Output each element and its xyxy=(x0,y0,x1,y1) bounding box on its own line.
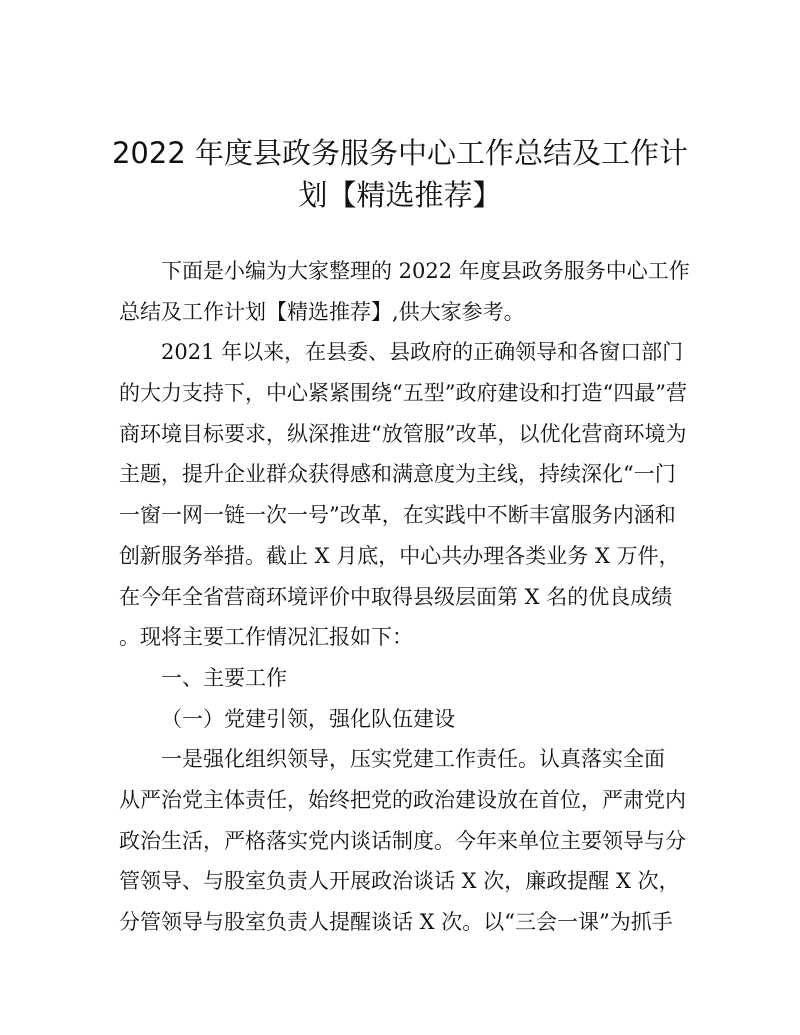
paragraph-line: 一窗一网一链一次一号”改革，在实践中不断丰富服务内涵和 xyxy=(119,503,676,528)
paragraph-line: 分管领导与股室负责人提醒谈话 X 次。以“三会一课”为抓手 xyxy=(119,910,673,934)
paragraph-line: 。现将主要工作情况汇报如下： xyxy=(119,625,413,650)
paragraph-line: 总结及工作计划【精选推荐】,供大家参考。 xyxy=(119,299,525,324)
subsection-heading: （一）党建引领，强化队伍建设 xyxy=(161,706,455,731)
paragraph-line: 政治生活，严格落实党内谈话制度。今年来单位主要领导与分 xyxy=(119,828,686,853)
title-line-2: 划【精选推荐】 xyxy=(298,178,502,212)
paragraph-line: 下面是小编为大家整理的 2022 年度县政务服务中心工作 xyxy=(161,259,690,283)
section-heading: 一、主要工作 xyxy=(161,665,287,690)
document-body xyxy=(119,251,690,943)
paragraph-line: 主题，提升企业群众获得感和满意度为主线，持续深化“一门 xyxy=(119,462,676,487)
title-line-1: 2022 年度县政务服务中心工作总结及工作计 xyxy=(111,136,689,170)
paragraph-line: 的大力支持下，中心紧紧围绕“五型”政府建设和打造“四最”营 xyxy=(119,381,687,406)
paragraph-line: 从严治党主体责任，始终把党的政治建设放在首位，严肃党内 xyxy=(119,787,686,812)
paragraph-line: 商环境目标要求，纵深推进“放管服”改革，以优化营商环境为 xyxy=(119,421,687,446)
paragraph-line: 一是强化组织领导，压实党建工作责任。认真落实全面 xyxy=(161,747,665,772)
paragraph-line: 管领导、与股室负责人开展政治谈话 X 次，廉政提醒 X 次， xyxy=(119,869,680,894)
document-title xyxy=(100,132,700,216)
paragraph-line: 创新服务举措。截止 X 月底，中心共办理各类业务 X 万件， xyxy=(119,543,680,568)
paragraph-line: 在今年全省营商环境评价中取得县级层面第 X 名的优良成绩 xyxy=(119,584,673,609)
paragraph-line: 2021 年以来，在县委、县政府的正确领导和各窗口部门 xyxy=(161,340,684,365)
